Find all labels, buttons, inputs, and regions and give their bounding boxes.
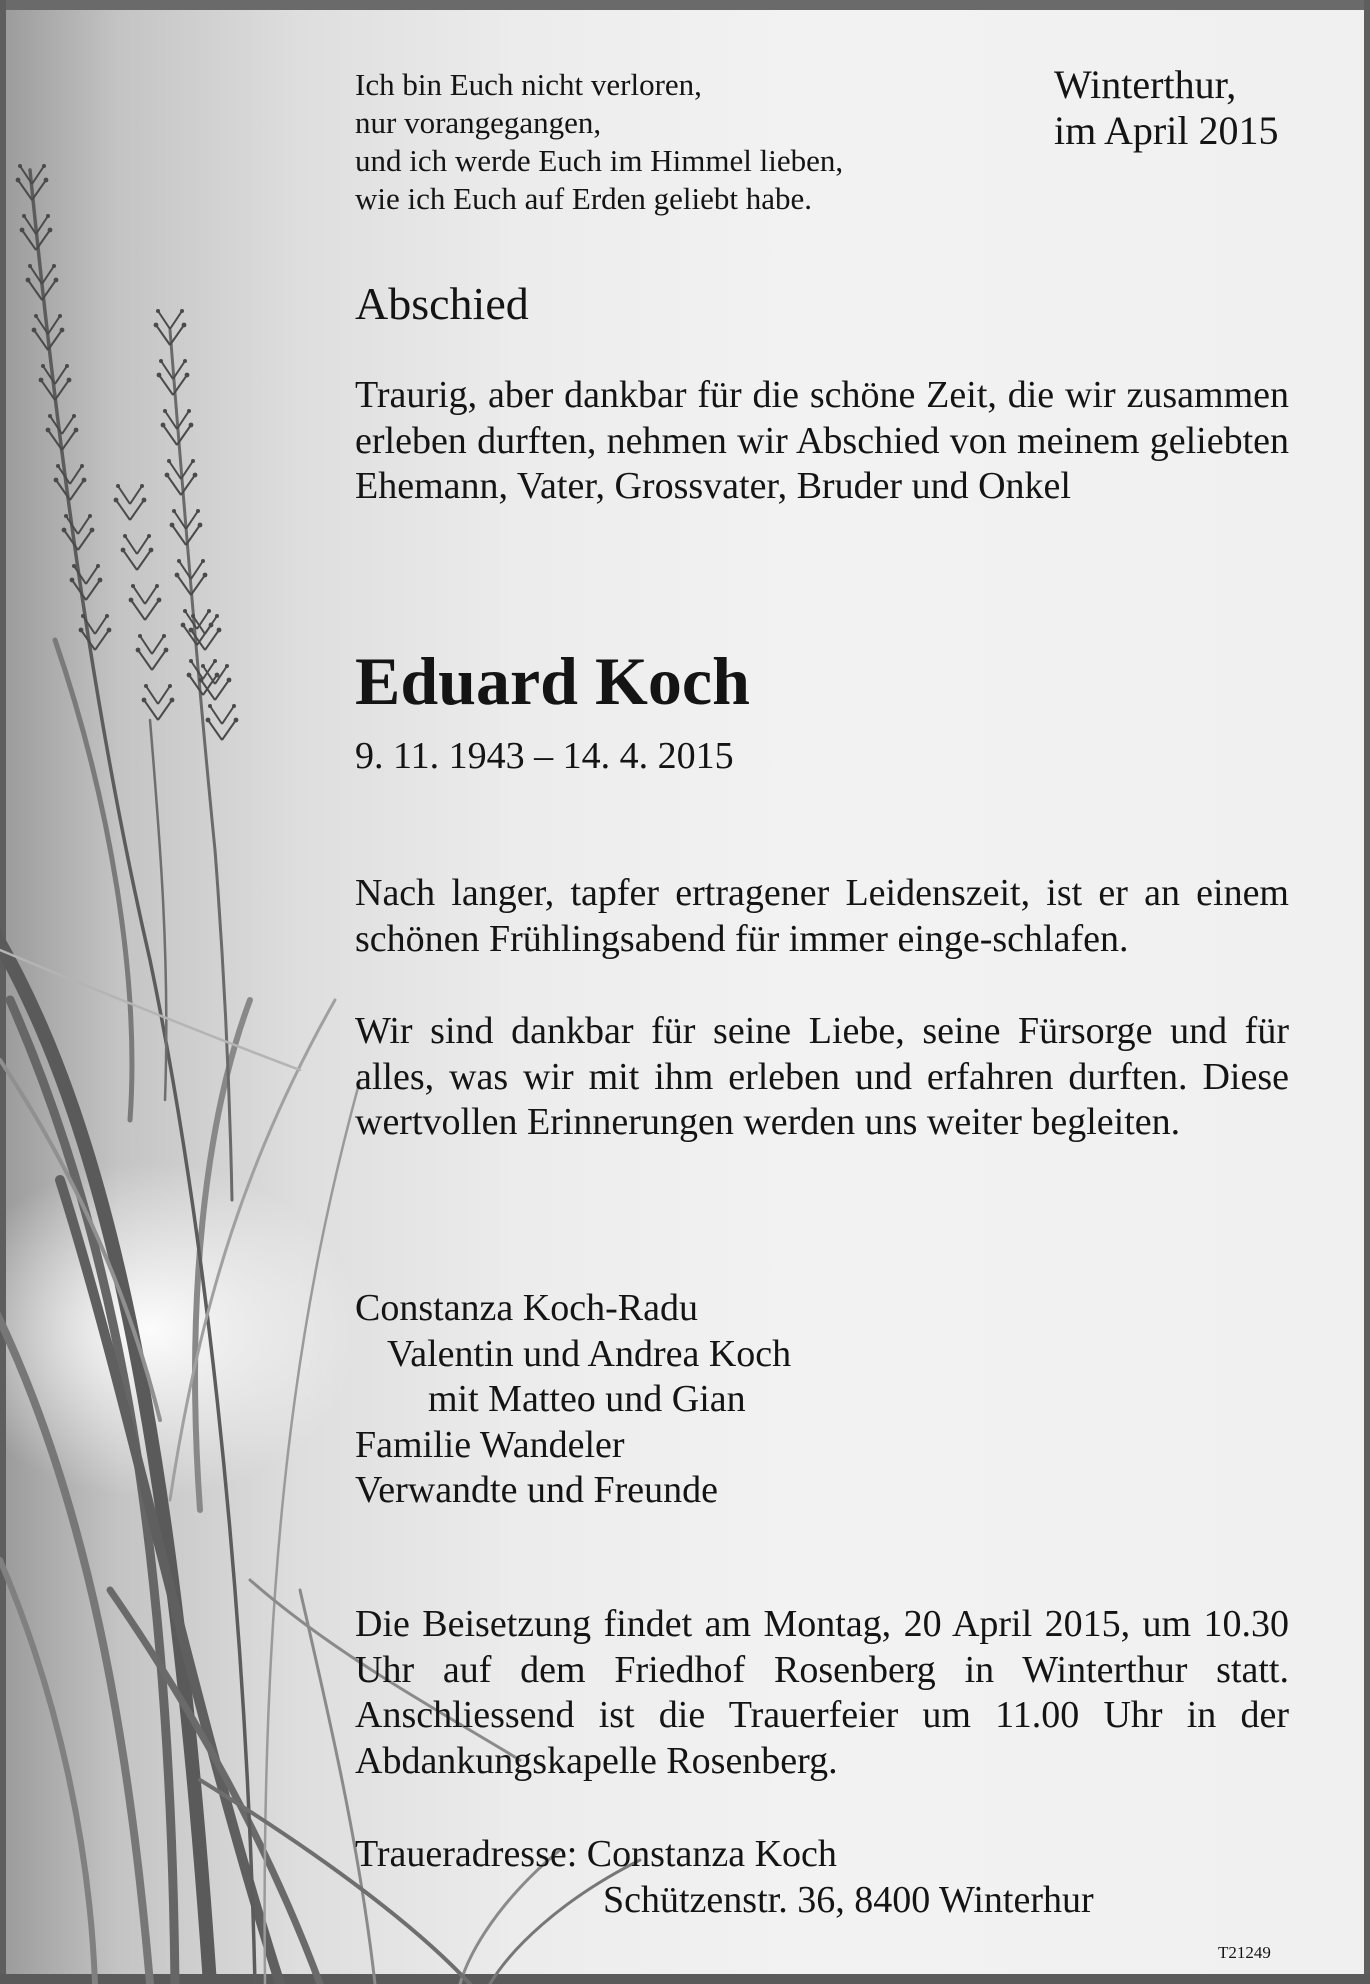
tribute-paragraph-2: Wir sind dankbar für seine Liebe, seine Fürsorge und für alles, was wir mit ihm erleben und erfahren durften. Diese wertvollen Erinnerungen werden uns weiter begleiten. — [355, 1010, 1289, 1143]
mourner-name: Verwandte und Freunde — [355, 1469, 719, 1511]
tribute-paragraph-1: Nach langer, tapfer ertragener Leidenszeit, ist er an einem schönen Frühlingsabend für immer einge-schlafen. — [355, 872, 1289, 960]
mourner-name: mit Matteo und Gian — [428, 1378, 746, 1420]
place-line: Winterthur, — [1054, 62, 1237, 107]
date-line: im April 2015 — [1054, 108, 1279, 153]
memorial-quote — [355, 66, 843, 218]
place-and-date — [1054, 62, 1278, 154]
life-dates: 9. 11. 1943 – 14. 4. 2015 — [355, 735, 734, 777]
quote-line: wie ich Euch auf Erden geliebt habe. — [355, 181, 813, 216]
mourners-list — [355, 1286, 791, 1514]
address-line: Schützenstr. 36, 8400 Winterhur — [603, 1878, 1094, 1921]
mourner-name: Familie Wandeler — [355, 1423, 625, 1466]
quote-line: Ich bin Euch nicht verloren, — [355, 67, 702, 102]
funeral-details: Die Beisetzung findet am Montag, 20 April 2015, um 10.30 Uhr auf dem Friedhof Rosenberg in Winterthur statt. Anschliessend ist die Trauerfeier um 11.00 Uhr in der Abdankungskapelle Rosenberg. — [355, 1603, 1289, 1782]
reference-code: T21249 — [1218, 1943, 1271, 1962]
intro-paragraph: Traurig, aber dankbar für die schöne Zeit, die wir zusammen erleben durften, nehmen wir Abschied von meinem geliebten Ehemann, Vater, Grossvater, Bruder und Onkel — [355, 374, 1289, 507]
mourner-name: Valentin und Andrea Koch — [387, 1332, 792, 1375]
mourning-address — [355, 1832, 1094, 1923]
quote-line: nur vorangegangen, — [355, 105, 602, 140]
farewell-heading: Abschied — [355, 278, 529, 329]
mourner-name: Constanza Koch-Radu — [355, 1287, 698, 1329]
address-line: Traueradresse: Constanza Koch — [355, 1833, 837, 1875]
deceased-name: Eduard Koch — [355, 643, 750, 719]
quote-line: und ich werde Euch im Himmel lieben, — [355, 143, 844, 178]
